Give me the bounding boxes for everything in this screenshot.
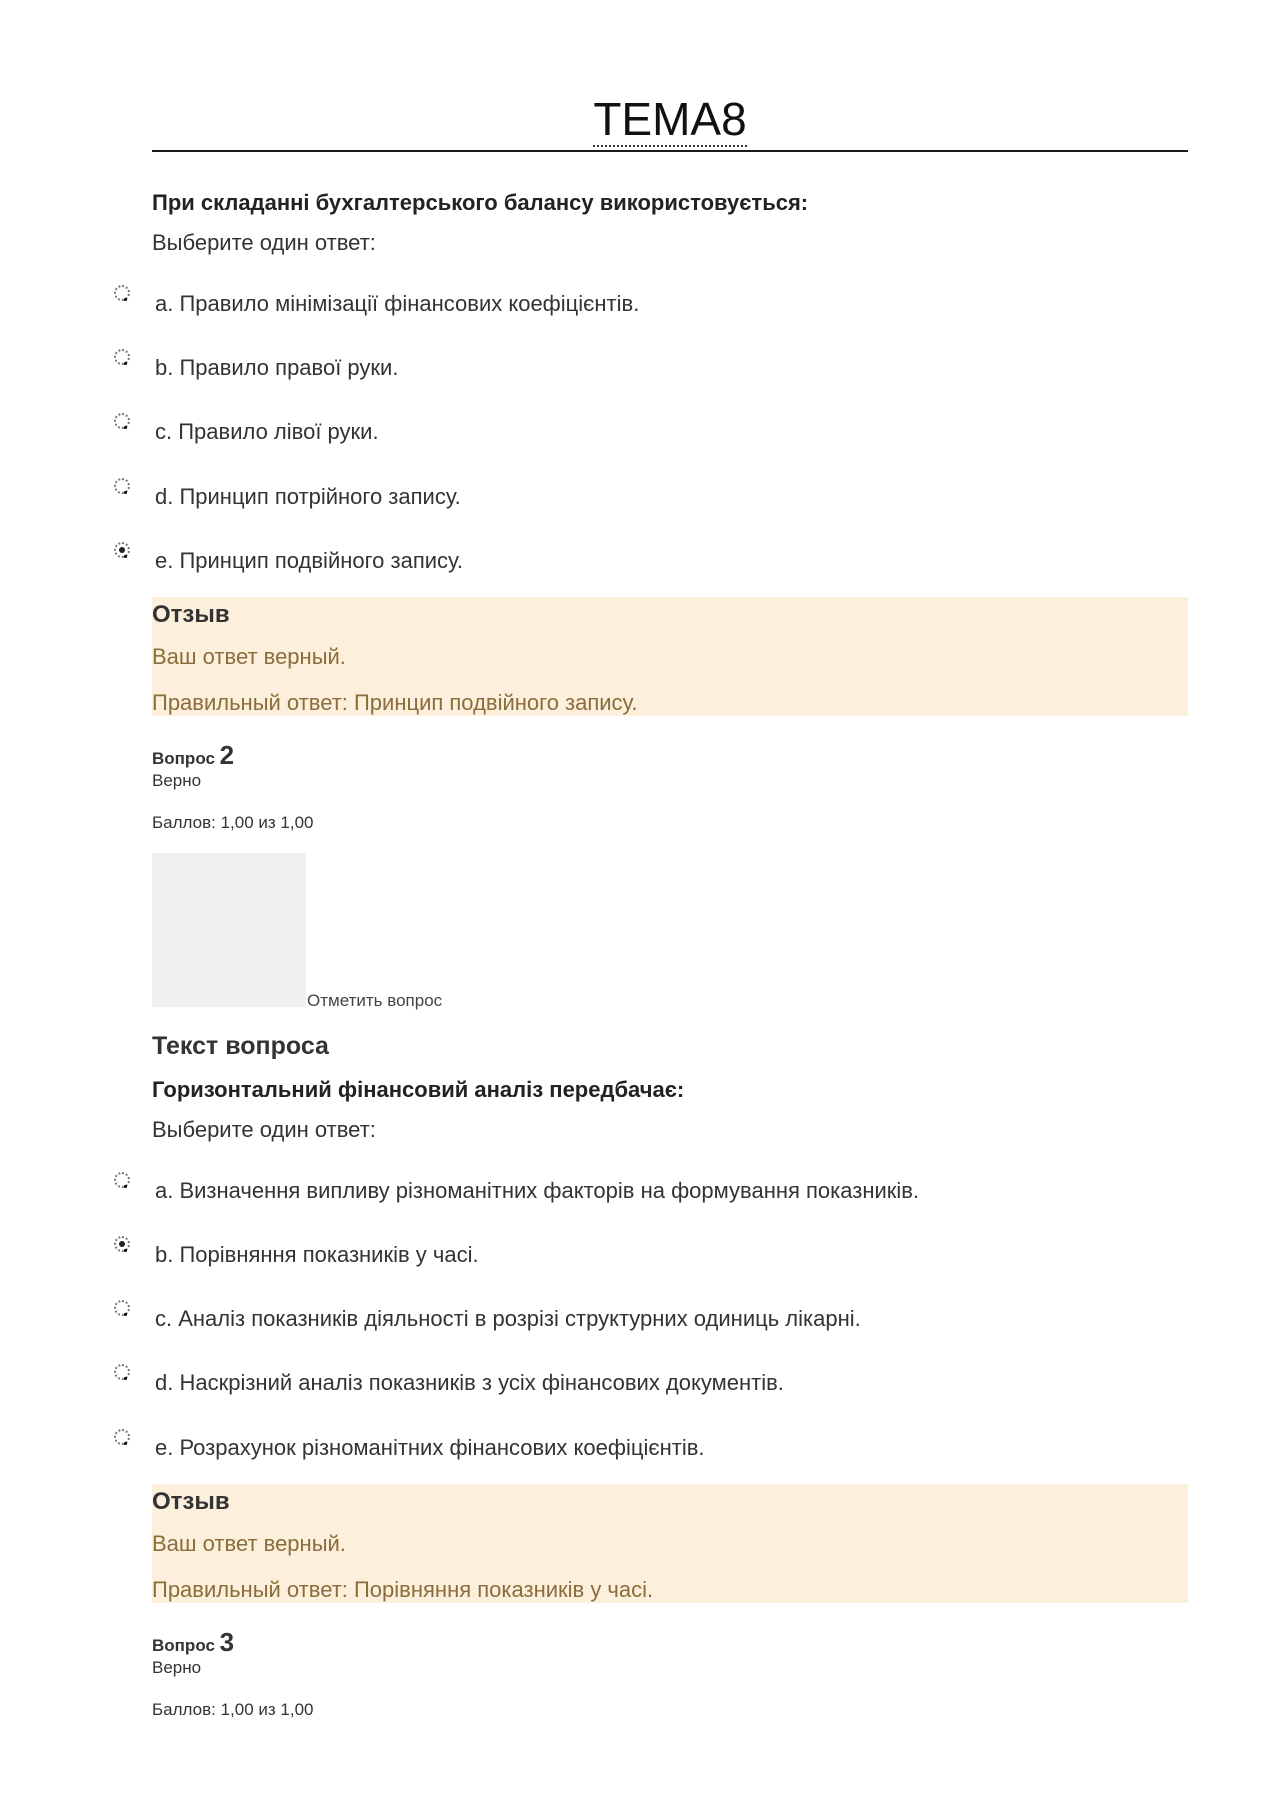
question-label: Вопрос (152, 749, 215, 768)
question-2-section-heading: Текст вопроса (152, 1032, 329, 1060)
feedback-heading: Отзыв (152, 1488, 230, 1515)
feedback-correct-answer: Правильный ответ: Принцип подвійного запису. (152, 690, 638, 715)
option-label: c. Правило лівої руки. (155, 419, 379, 444)
radio-button[interactable] (114, 413, 130, 429)
question-1-prompt: Выберите один ответ: (152, 230, 376, 255)
radio-button[interactable] (114, 1300, 130, 1316)
question-1-option-b[interactable] (114, 349, 1188, 379)
question-3-score: Баллов: 1,00 из 1,00 (152, 1700, 314, 1719)
option-label: b. Порівняння показників у часі. (155, 1242, 479, 1267)
option-label: b. Правило правої руки. (155, 355, 399, 380)
question-2-option-b[interactable] (114, 1236, 1188, 1266)
question-2-feedback (152, 1484, 1188, 1603)
question-1-option-a[interactable] (114, 285, 1188, 315)
option-label: d. Принцип потрійного запису. (155, 484, 461, 509)
question-3-number (152, 1627, 234, 1658)
question-2-number (152, 740, 234, 771)
radio-button[interactable] (114, 478, 130, 494)
flag-question-link[interactable]: Отметить вопрос (307, 991, 443, 1010)
option-label: a. Визначення випливу різноманітних факторів на формування показників. (155, 1178, 920, 1203)
radio-button[interactable] (114, 1364, 130, 1380)
question-2-option-c[interactable] (114, 1300, 1188, 1330)
question-2-status: Верно (152, 771, 202, 790)
question-2-score: Баллов: 1,00 из 1,00 (152, 813, 314, 832)
question-number: 3 (219, 1627, 235, 1657)
question-2-option-a[interactable] (114, 1172, 1188, 1202)
radio-button[interactable] (114, 1172, 130, 1188)
option-label: d. Наскрізний аналіз показників з усіх фінансових документів. (155, 1370, 784, 1395)
radio-button[interactable] (114, 349, 130, 365)
question-2-option-d[interactable] (114, 1364, 1188, 1394)
flag-question-box[interactable] (152, 853, 306, 1007)
question-1-feedback (152, 597, 1188, 716)
feedback-correct-answer: Правильный ответ: Порівняння показників у часі. (152, 1577, 654, 1602)
question-3-status: Верно (152, 1658, 202, 1677)
question-number: 2 (219, 740, 235, 770)
question-1-option-d[interactable] (114, 478, 1188, 508)
question-2-option-e[interactable] (114, 1429, 1188, 1459)
option-label: e. Принцип подвійного запису. (155, 548, 463, 573)
question-1-text: При складанні бухгалтерського балансу використовується: (152, 190, 809, 215)
radio-button-checked[interactable] (114, 1236, 130, 1252)
question-1-option-e[interactable] (114, 542, 1188, 572)
feedback-result: Ваш ответ верный. (152, 1531, 346, 1556)
question-2-text: Горизонтальний фінансовий аналіз передбачає: (152, 1077, 685, 1102)
radio-button[interactable] (114, 285, 130, 301)
document-title (152, 94, 1188, 152)
radio-button[interactable] (114, 1429, 130, 1445)
radio-button-checked[interactable] (114, 542, 130, 558)
document-title-text: ТЕМА8 (593, 93, 747, 145)
feedback-heading: Отзыв (152, 601, 230, 628)
feedback-result: Ваш ответ верный. (152, 644, 346, 669)
option-label: a. Правило мінімізації фінансових коефіцієнтів. (155, 291, 640, 316)
option-label: e. Розрахунок різноманітних фінансових коефіцієнтів. (155, 1435, 705, 1460)
question-label: Вопрос (152, 1636, 215, 1655)
question-1-option-c[interactable] (114, 413, 1188, 443)
question-2-prompt: Выберите один ответ: (152, 1117, 376, 1142)
option-label: c. Аналіз показників діяльності в розрізі структурних одиниць лікарні. (155, 1306, 861, 1331)
